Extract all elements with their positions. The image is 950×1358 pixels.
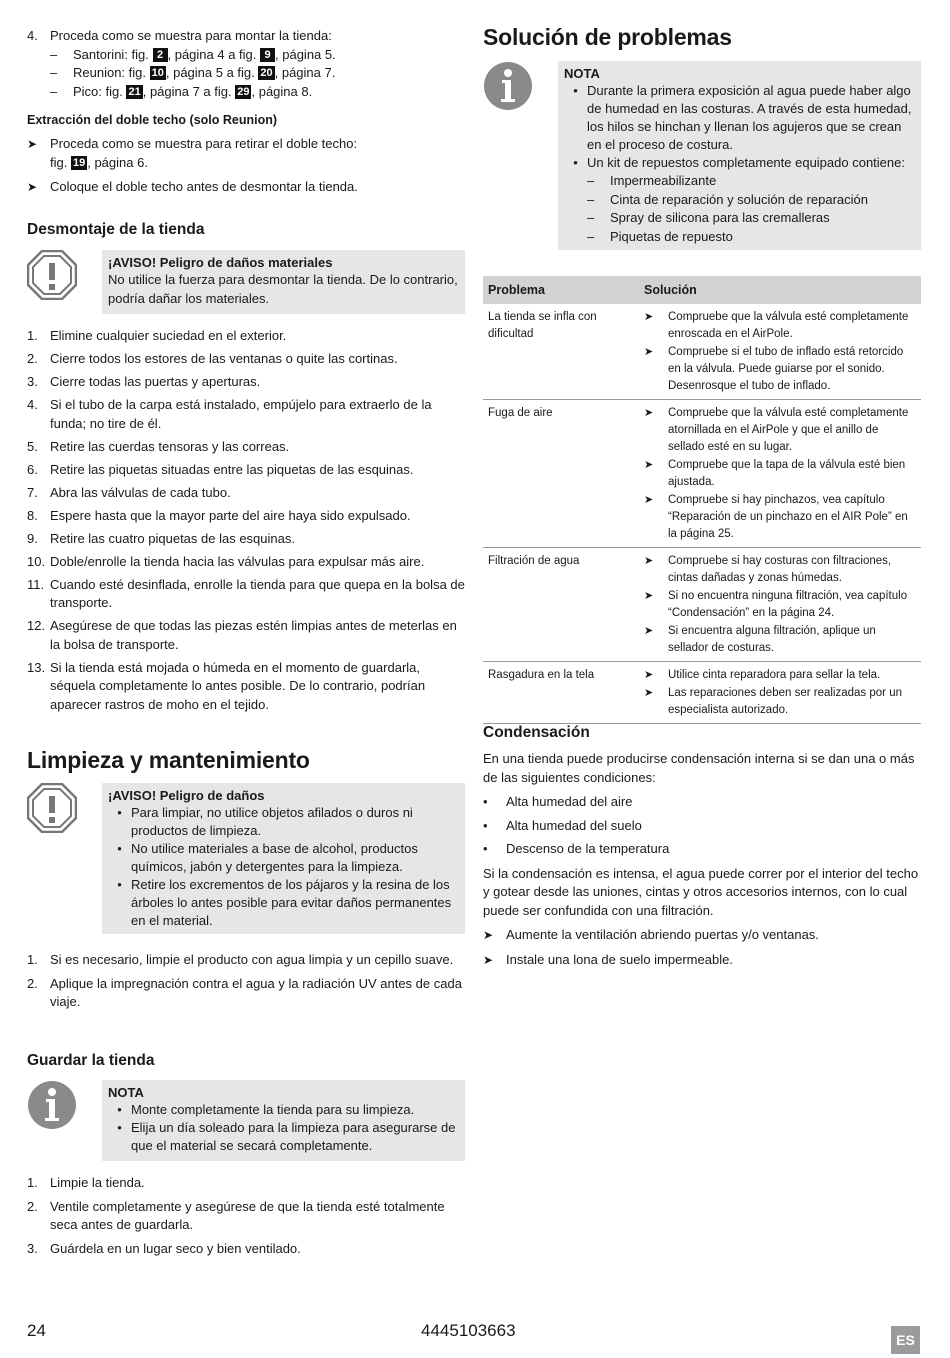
warning-icon xyxy=(27,250,102,314)
arrow-icon: ➤ xyxy=(644,687,654,699)
bullet: • xyxy=(573,83,578,98)
figure-ref: 20 xyxy=(260,67,273,79)
bullet: • xyxy=(573,155,578,170)
subsection-heading: Extracción del doble techo (solo Reunion) xyxy=(27,113,278,127)
dash: – xyxy=(50,83,58,99)
section-heading: Desmontaje de la tienda xyxy=(27,221,205,238)
solution-item: ➤ Compruebe si el tubo de inflado está retorcido en la válvula. Puede guiarse por el sonido. Desenrosque el tubo de inflado. xyxy=(644,344,916,395)
problem-cell: Fuga de aire xyxy=(483,400,639,548)
extraction-section: Extracción del doble techo (solo Reunion) ➤ Proceda como se muestra para retirar el doble techo: fig. 19 , página 6. ➤ Coloque el doble techo antes de desmontar la tienda. xyxy=(27,113,465,197)
solution-item: ➤ Si no encuentra ninguna filtración, vea capítulo “Condensación” en la página 24. xyxy=(644,588,916,622)
solution-item: ➤ Compruebe si hay pinchazos, vea capítulo “Reparación de un pinchazo en el AIR Pole” en la página 25. xyxy=(644,492,916,543)
solution-item: ➤ Las reparaciones deben ser realizadas por un especialista autorizado. xyxy=(644,685,916,719)
condensation-section: Condensación En una tienda puede producirse condensación interna si se dan una o más de las siguientes condiciones: • Alta humedad del aire • Alta humedad del suelo • Descenso de la temperatura Si la condensación es intensa, el agua puede correr por el interior del techo y gotear desde las uniones, cintas y otros accesorios internos, con lo cual puede ser confundida con una filtración. ➤ Aumente la ventilación abriendo puertas y/o ventanas. ➤ Instale una lona de suelo impermeable. xyxy=(483,724,921,969)
warning-box: ¡AVISO! Peligro de daños • Para limpiar, no utilice objetos afilados o duros ni productos de limpieza. • No utilice materiales a base de alcohol, productos químicos, jabón y detergentes para la limpieza. • Retire los excrementos de los pájaros y la resina de los árboles lo antes posible para evitar daños permanentes en el material. xyxy=(27,783,465,934)
list-item: 11. Cuando esté desinflada, enrolle la tienda para que quepa en la bolsa de transporte. xyxy=(27,576,465,610)
note-box: NOTA • Durante la primera exposición al agua puede haber algo de humedad en las costuras. A través de esta humedad, los hilos se hinchan y llenan los agujeros que se crean en el proceso de costura. • Un kit de repuestos completamente equipado contiene: – Impermeabilizante – Cinta de reparación y solución de reparación – Spray de silicona para las cremalleras – Piquetas de repuesto xyxy=(483,61,921,250)
list-item: 6. Retire las piquetas situadas entre las piquetas de las esquinas. xyxy=(27,461,414,477)
arrow-icon: ➤ xyxy=(27,137,38,151)
section-heading: Condensación xyxy=(483,724,590,741)
arrow-icon: ➤ xyxy=(644,669,654,681)
bullet: • xyxy=(117,841,122,856)
solution-item: ➤ Compruebe que la válvula esté completamente atornillada en el AirPole y que el anillo de sellado esté en su lugar. xyxy=(644,405,916,456)
info-icon xyxy=(483,61,558,250)
table-header: Solución xyxy=(639,276,921,304)
solution-item: ➤ Si encuentra alguna filtración, aplique un sellador de costuras. xyxy=(644,623,916,657)
arrow-icon: ➤ xyxy=(644,494,654,506)
bullet: • xyxy=(117,877,122,892)
solution-cell xyxy=(639,662,921,724)
arrow-icon: ➤ xyxy=(644,555,654,567)
warning-text: No utilice la fuerza para desmontar la tienda. De lo contrario, podría dañar los materiales. xyxy=(108,272,458,306)
info-icon xyxy=(27,1080,102,1161)
solution-cell xyxy=(639,400,921,548)
list-item: 9. Retire las cuatro piquetas de las esquinas. xyxy=(27,530,295,546)
dash: – xyxy=(50,65,58,80)
table-row xyxy=(483,304,921,400)
bullet: • xyxy=(117,805,122,820)
figure-ref: 10 xyxy=(151,67,164,79)
list-item: 10. Doble/enrolle la tienda hacia las válvulas para expulsar más aire. xyxy=(27,553,425,569)
solution-cell xyxy=(639,548,921,662)
solution-item: ➤ Compruebe que la válvula esté completamente enroscada en el AirPole. xyxy=(644,309,916,343)
arrow-icon: ➤ xyxy=(27,180,38,194)
list-item: 2. Cierre todos los estores de las ventanas o quite las cortinas. xyxy=(27,351,398,366)
table-row xyxy=(483,400,921,548)
list-item: 8. Espere hasta que la mayor parte del aire haya sido expulsado. xyxy=(27,507,411,523)
arrow-icon: ➤ xyxy=(644,311,654,323)
solution-cell xyxy=(639,304,921,400)
assembly-sub-item: – Pico: fig. 21 , página 7 a fig. 29 , página 8. xyxy=(27,83,465,102)
section-heading: Solución de problemas xyxy=(483,24,732,50)
section-heading: Limpieza y mantenimiento xyxy=(27,747,310,773)
figure-ref: 29 xyxy=(237,85,250,98)
note-label: NOTA xyxy=(108,1085,144,1100)
bullet: • xyxy=(117,1102,122,1117)
step-text: Proceda como se muestra para montar la tienda: xyxy=(50,28,332,43)
paragraph: Si la condensación es intensa, el agua puede correr por el interior del techo y gotear desde las uniones, cintas y otros accesorios internos, con lo cual puede ser confundida con una filtración. xyxy=(483,865,919,918)
note-box: NOTA • Monte completamente la tienda para su limpieza. • Elija un día soleado para la limpieza para asegurarse de que el material se secará completamente. xyxy=(27,1080,465,1161)
arrow-icon: ➤ xyxy=(644,459,654,471)
list-item: 4. Si el tubo de la carpa está instalado, empújelo para extraerlo de la funda; no tire de él. xyxy=(27,397,432,431)
list-item: 1. Elimine cualquier suciedad en el exterior. xyxy=(27,328,287,343)
problem-cell: Rasgadura en la tela xyxy=(483,662,639,724)
troubleshooting-table xyxy=(483,276,921,724)
list-item: 5. Retire las cuerdas tensoras y las correas. xyxy=(27,438,290,454)
warning-icon xyxy=(27,783,102,934)
warning-box xyxy=(27,250,465,314)
note-label: NOTA xyxy=(564,66,600,81)
product-code: 4445103663 xyxy=(421,1321,516,1340)
list-item: 12. Asegúrese de que todas las piezas estén limpias antes de meterlas en la bolsa de transporte. xyxy=(27,618,457,652)
assembly-step xyxy=(27,27,465,101)
figure-ref: 19 xyxy=(72,156,86,169)
cleaning-steps: 1. Si es necesario, limpie el producto con agua limpia y un cepillo suave. 2. Aplique la impregnación contra el agua y la radiación UV antes de cada viaje. xyxy=(27,952,462,1009)
bullet: • xyxy=(117,1120,122,1135)
arrow-icon: ➤ xyxy=(483,928,494,942)
storage-steps: 1. Limpie la tienda. 2. Ventile completamente y asegúrese de que la tienda esté totalmente seca antes de guardarla. 3. Guárdela en un lugar seco y bien ventilado. xyxy=(27,1175,445,1256)
warning-label: ¡AVISO! Peligro de daños xyxy=(108,788,265,803)
list-item: 13. Si la tienda está mojada o húmeda en el momento de guardarla, séquela completamente lo antes posible. De lo contrario, podrían aparecer rastros de moho en el tejido. xyxy=(27,659,426,712)
language-badge: ES xyxy=(891,1326,920,1354)
arrow-icon: ➤ xyxy=(644,590,654,602)
solution-item: ➤ Compruebe que la tapa de la válvula esté bien ajustada. xyxy=(644,457,916,491)
arrow-icon: ➤ xyxy=(644,407,654,419)
problem-cell: La tienda se infla con dificultad xyxy=(483,304,639,400)
problem-cell: Filtración de agua xyxy=(483,548,639,662)
table-row xyxy=(483,662,921,724)
table-header: Problema xyxy=(483,276,639,304)
step-number: 4. xyxy=(27,28,38,43)
figure-ref: 9 xyxy=(260,48,275,62)
assembly-sub-item: – Reunion: fig. 10 , página 5 a fig. 20 , página 7. xyxy=(27,64,465,83)
arrow-icon: ➤ xyxy=(483,952,494,967)
warning-label: ¡AVISO! Peligro de daños materiales xyxy=(108,255,333,270)
table-row xyxy=(483,548,921,662)
paragraph: En una tienda puede producirse condensación interna si se dan una o más de las siguientes condiciones: xyxy=(483,751,915,785)
solution-item: ➤ Utilice cinta reparadora para sellar la tela. xyxy=(644,667,916,684)
figure-ref: 21 xyxy=(128,85,141,98)
assembly-sub-item: – Santorini: fig. 2 , página 4 a fig. 9 , página 5. xyxy=(27,46,465,65)
disassembly-steps xyxy=(27,327,465,714)
solution-item: ➤ Compruebe si hay costuras con filtraciones, cintas dañadas y zonas húmedas. xyxy=(644,553,916,587)
arrow-icon: ➤ xyxy=(644,625,654,637)
figure-ref: 2 xyxy=(153,48,168,62)
list-item: 3. Cierre todas las puertas y aperturas. xyxy=(27,374,261,389)
arrow-icon: ➤ xyxy=(644,346,654,358)
section-heading: Guardar la tienda xyxy=(27,1052,155,1069)
page-number: 24 xyxy=(27,1321,46,1340)
list-item: 7. Abra las válvulas de cada tubo. xyxy=(27,484,231,500)
dash: – xyxy=(50,46,58,62)
